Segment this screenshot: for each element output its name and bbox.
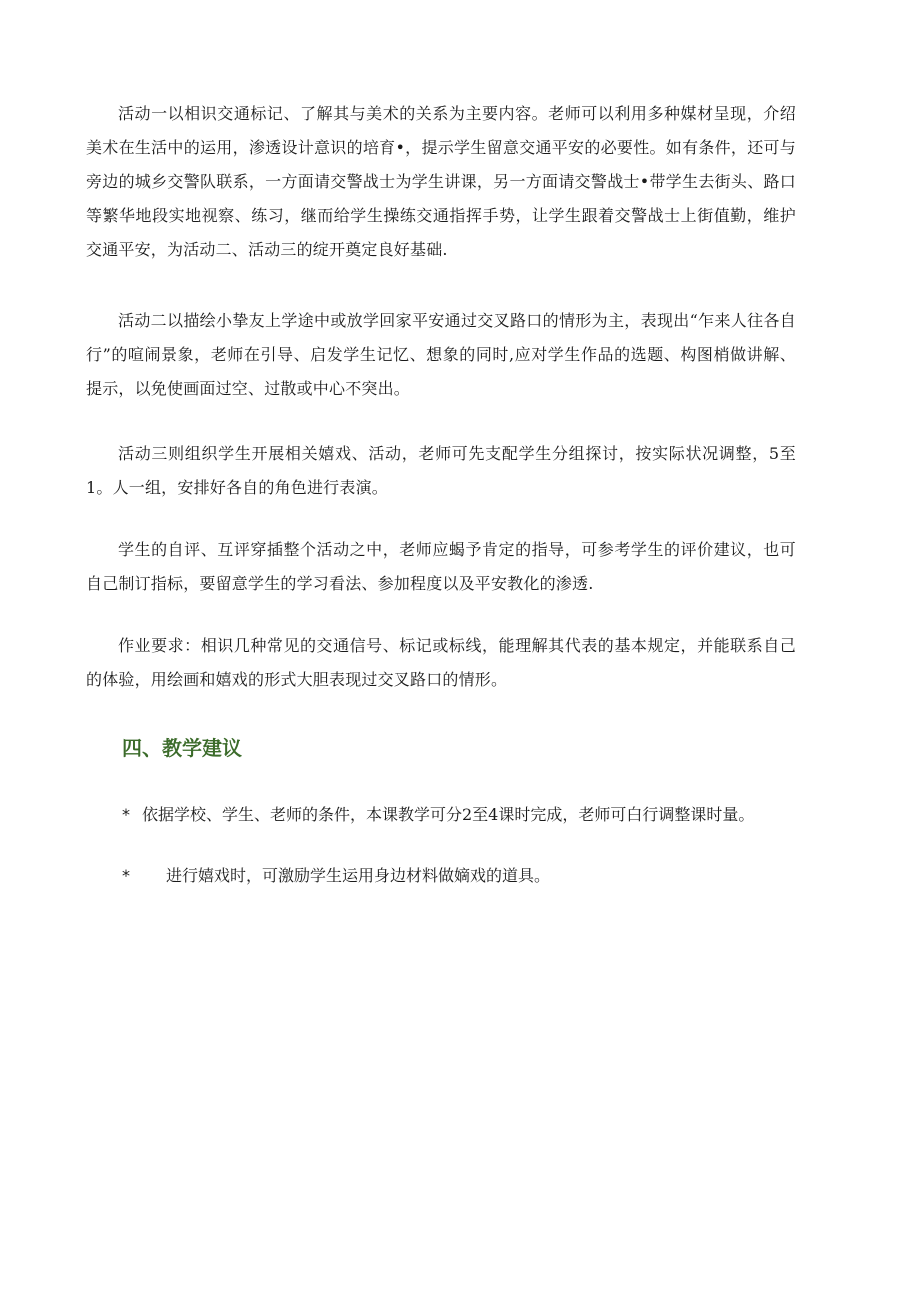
paragraph-activity-one: 活动一以相识交通标记、了解其与美术的关系为主要内容。老师可以利用多种媒材呈现，介绍美术在生活中的运用，渗透设计意识的培育•，提示学生留意交通平安的必要性。如有条件，还可与旁边的城乡交警队联系，一方面请交警战士为学生讲课，另一方面请交警战士•带学生去街头、路口等繁华地段实地视察、练习，继而给学生操练交通指挥手势，让学生跟着交警战士上街值勤，维护交通平安，为活动二、活动三的绽开奠定良好基础.	[86, 104, 796, 259]
paragraph-activity-three: 活动三则组织学生开展相关嬉戏、活动，老师可先支配学生分组探讨，按实际状况调整，5至1。人一组，安排好各自的角色进行表演。	[86, 444, 796, 497]
paragraph-activity-two: 活动二以描绘小挚友上学途中或放学回家平安通过交叉路口的情形为主，表现出“乍来人往各自行”的喧闹景象，老师在引导、启发学生记忆、想象的同时,应对学生作品的选题、构图梢做讲解、提示，以免使画面过空、过散或中心不突出。	[86, 311, 796, 398]
list-item	[122, 800, 754, 830]
paragraph-evaluation: 学生的自评、互评穿插整个活动之中，老师应蝎予肯定的指导，可参考学生的评价建议，也可自己制订指标，要留意学生的学习看法、参加程度以及平安教化的渗透.	[86, 540, 796, 593]
section-heading-teaching-suggestions: 四、教学建议	[122, 736, 242, 760]
list-item	[122, 861, 550, 891]
list-item-text: 进行嬉戏时，可激励学生运用身边材料做嫡戏的道具。	[166, 866, 551, 885]
list-item-text: 依据学校、学生、老师的条件，本课教学可分2至4课时完成，老师可白行调整课时量。	[142, 805, 755, 824]
paragraph-homework: 作业要求：相识几种常见的交通信号、标记或标线，能理解其代表的基本规定，并能联系自己的体验，用绘画和嬉戏的形式大胆表现过交叉路口的情形。	[86, 636, 796, 689]
bullet-asterisk-icon: *	[122, 866, 130, 885]
bullet-asterisk-icon: *	[122, 805, 130, 824]
